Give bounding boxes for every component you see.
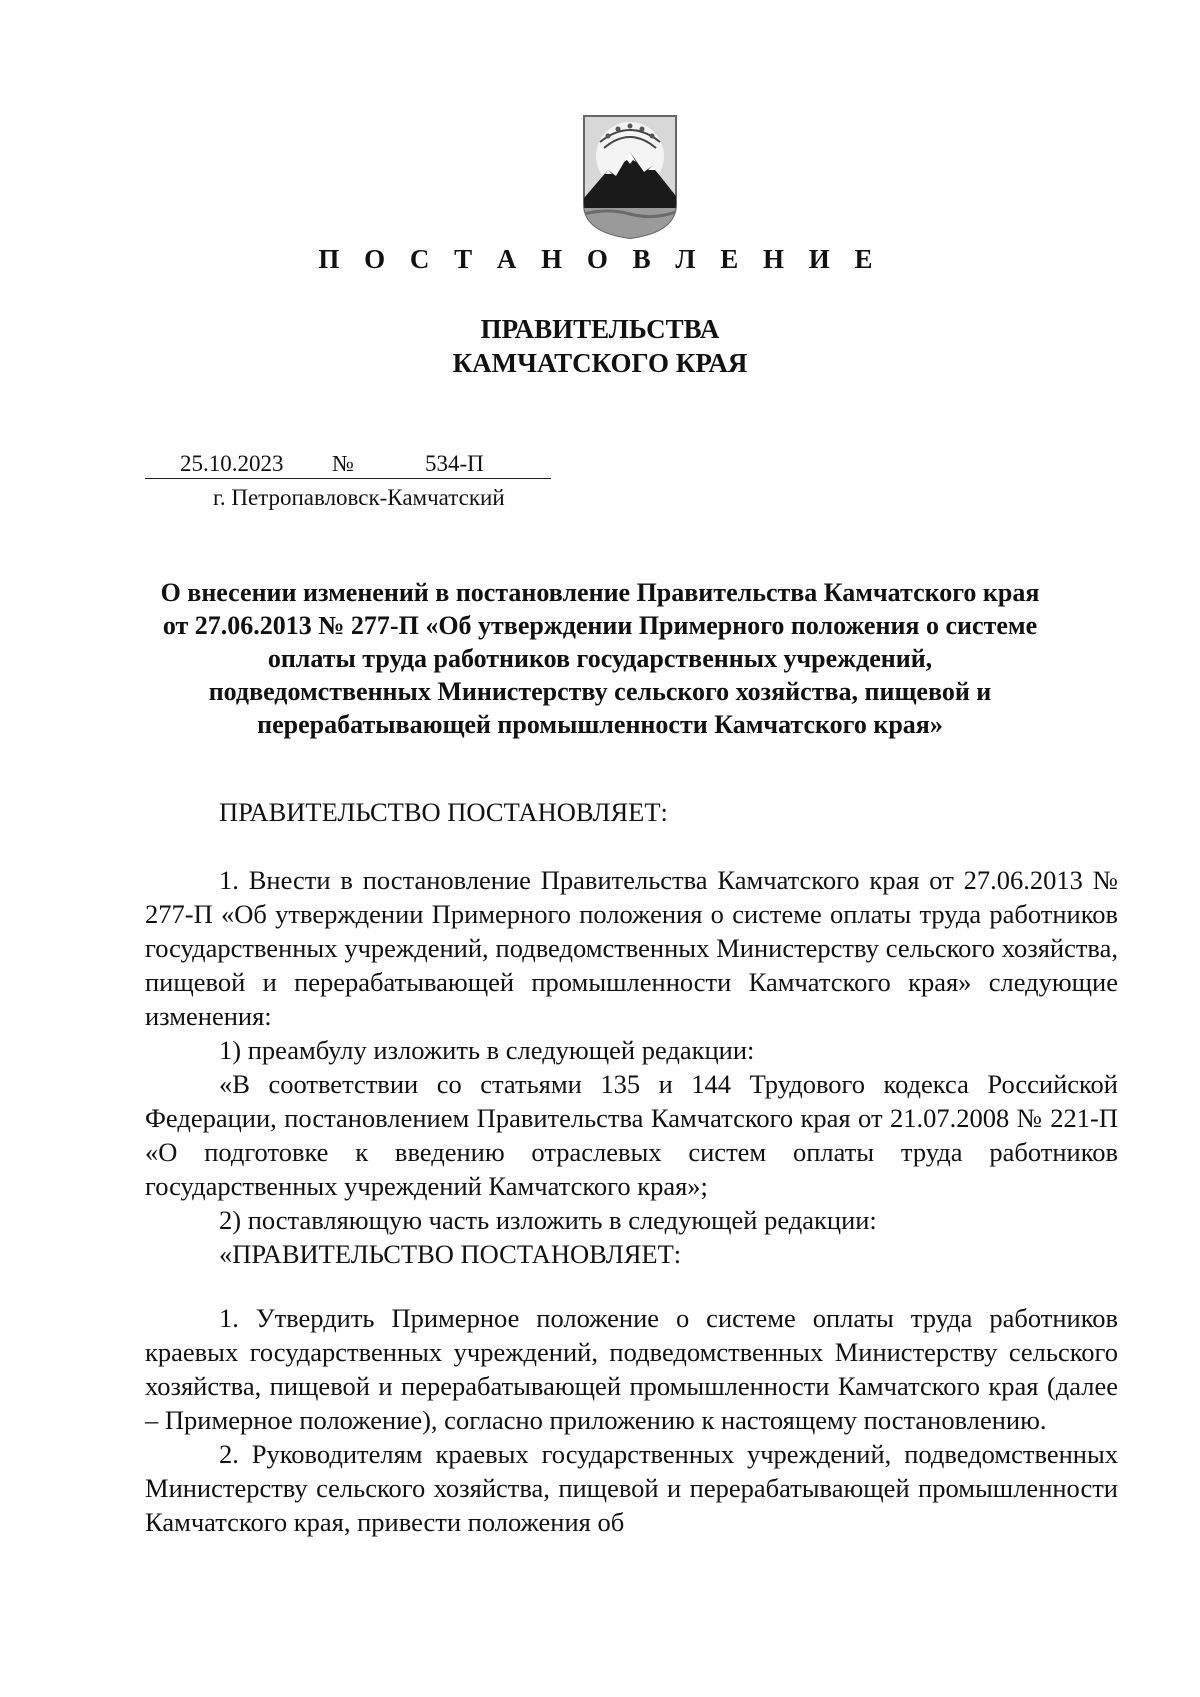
document-type: П О С Т А Н О В Л Е Н И Е [318,244,882,274]
paragraph: 2. Руководителям краевых государственных учреждений, подведомственных Министерству сельского хозяйства, пищевой и перерабатывающей промышленности Камчатского края, привести положения об [145,1439,1118,1537]
title-line: оплаты труда работников государственных учреждений, [267,644,933,673]
coat-of-arms-icon [578,112,682,242]
title-line: подведомственных Министерству сельского хозяйства, пищевой и [208,677,992,706]
document-number: 534-П [425,451,484,476]
paragraph: 1) преамбулу изложить в следующей редакции: [219,1035,755,1065]
document-date: 25.10.2023 [180,451,284,476]
document-body [145,795,1118,1539]
number-sign: № [332,451,354,476]
paragraph: 1. Внести в постановление Правительства Камчатского края от 27.06.2013 № 277-П «Об утверждении Примерного положения о системе оплаты труда работников государственных учреждений, подведомственных Министерству сельского хозяйства, пищевой и перерабатывающей промышленности Камчатского края» следующие изменения: [145,865,1118,1031]
title-line: О внесении изменений в постановление Правительства Камчатского края [160,578,1040,607]
document-city: г. Петропавловск-Камчатский [213,485,505,510]
paragraph: 1. Утвердить Примерное положение о системе оплаты труда работников краевых государственных учреждений, подведомственных Министерству сельского хозяйства, пищевой и перерабатывающей промышленности Камчатского края (далее – Примерное положение), согласно приложению к настоящему постановлению. [145,1303,1118,1435]
paragraph: «ПРАВИТЕЛЬСТВО ПОСТАНОВЛЯЕТ: [219,1239,682,1269]
resolves-heading: ПРАВИТЕЛЬСТВО ПОСТАНОВЛЯЕТ: [219,797,668,827]
authority-line: КАМЧАТСКОГО КРАЯ [452,348,748,378]
document-title [130,576,1070,741]
title-line: от 27.06.2013 № 277-П «Об утверждении Примерного положения о системе [162,611,1038,640]
issuing-authority [0,312,1200,380]
paragraph: 2) поставляющую часть изложить в следующей редакции: [219,1205,877,1235]
paragraph: «В соответствии со статьями 135 и 144 Трудового кодекса Российской Федерации, постановлением Правительства Камчатского края от 21.07.2008 № 221-П «О подготовке к введению отраслевых систем оплаты труда работников государственных учреждений Камчатского края»; [145,1069,1118,1201]
date-number-line [145,450,551,479]
authority-line: ПРАВИТЕЛЬСТВА [480,314,720,344]
title-line: перерабатывающей промышленности Камчатского края» [257,710,943,739]
